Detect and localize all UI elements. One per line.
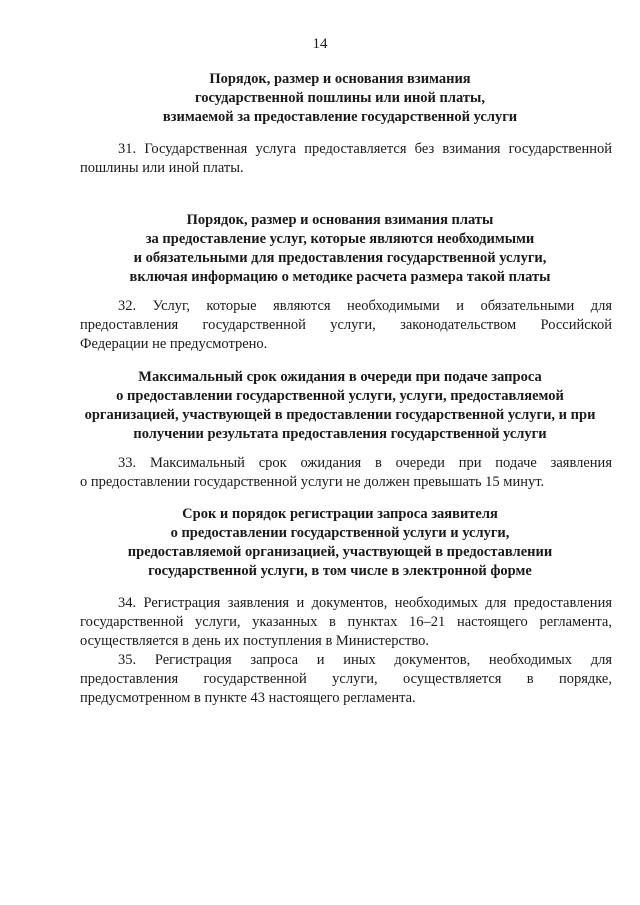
paragraph-line: Федерации не предусмотрено.	[80, 336, 268, 352]
paragraph-line: 34. Регистрация заявления и документов, необходимых для предоставления	[118, 595, 612, 611]
paragraph-line: государственной услуги, указанных в пунктах 16–21 настоящего регламента,	[80, 614, 612, 630]
heading-line: получении результата предоставления государственной услуги	[133, 426, 547, 442]
heading-line: Порядок, размер и основания взимания	[209, 71, 471, 87]
heading-line: государственной услуги, в том числе в электронной форме	[148, 563, 532, 579]
heading-line: взимаемой за предоставление государственной услуги	[162, 109, 518, 125]
heading-line: о предоставлении государственной услуги, услуги, предоставляемой	[116, 388, 564, 404]
paragraph-31	[80, 140, 612, 178]
paragraph-33	[80, 454, 612, 492]
heading-line: о предоставлении государственной услуги и услуги,	[170, 525, 510, 541]
heading-line: Максимальный срок ожидания в очереди при подаче запроса	[138, 369, 542, 385]
page-number: 14	[312, 36, 328, 52]
paragraph-line: предусмотренном в пункте 43 настоящего регламента.	[80, 690, 416, 706]
heading-line: и обязательными для предоставления государственной услуги,	[133, 250, 547, 266]
heading-line: Срок и порядок регистрации запроса заявителя	[182, 506, 498, 522]
heading-line: включая информацию о методике расчета размера такой платы	[129, 269, 551, 285]
paragraph-32	[80, 297, 612, 354]
heading-line: организацией, участвующей в предоставлении государственной услуги, и при	[84, 407, 596, 423]
section-heading-paid-services	[60, 211, 620, 287]
paragraph-line: осуществляется в день их поступления в Министерство.	[80, 633, 429, 649]
paragraph-line: пошлины или иной платы.	[80, 160, 244, 176]
paragraph-line: 33. Максимальный срок ожидания в очереди при подаче заявления	[118, 455, 612, 471]
heading-line: за предоставление услуг, которые являются необходимыми	[145, 231, 535, 247]
section-heading-fee	[60, 70, 620, 127]
paragraph-line: 31. Государственная услуга предоставляется без взимания государственной	[118, 141, 612, 157]
heading-line: государственной пошлины или иной платы,	[195, 90, 485, 106]
paragraph-line: предоставления государственной услуги, осуществляется в порядке,	[80, 671, 612, 687]
paragraph-line: 35. Регистрация запроса и иных документов, необходимых для	[118, 652, 612, 668]
paragraph-line: предоставления государственной услуги, законодательством Российской	[80, 317, 612, 333]
section-heading-queue-time	[60, 368, 620, 444]
section-heading-registration	[60, 505, 620, 581]
heading-line: Порядок, размер и основания взимания платы	[186, 212, 494, 228]
paragraph-35	[80, 651, 612, 708]
paragraph-line: 32. Услуг, которые являются необходимыми и обязательными для	[118, 298, 612, 314]
paragraph-line: о предоставлении государственной услуги не должен превышать 15 минут.	[80, 474, 545, 490]
paragraph-34	[80, 594, 612, 651]
heading-line: предоставляемой организацией, участвующей в предоставлении	[127, 544, 553, 560]
